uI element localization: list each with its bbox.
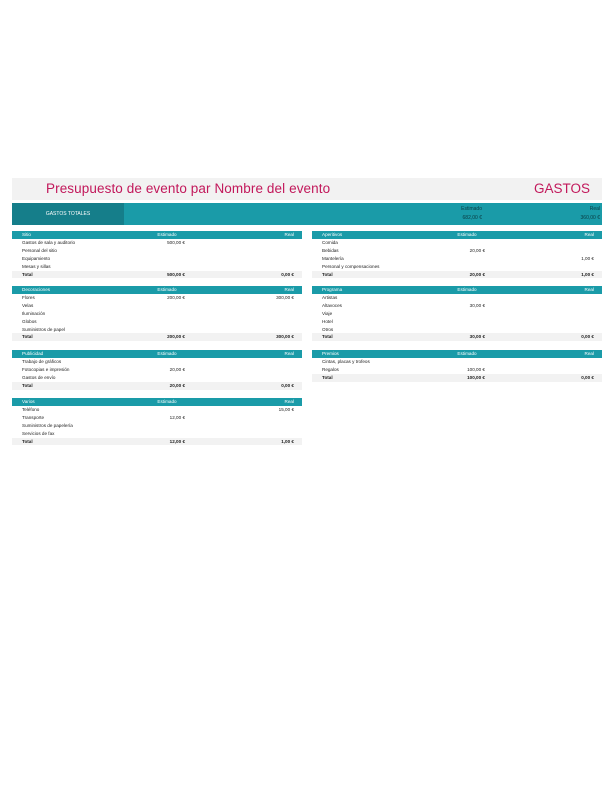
total-actual-value: 1,00 €	[281, 438, 294, 444]
item-estimated[interactable]: 20,00 €	[169, 366, 185, 372]
item-estimated[interactable]: 30,00 €	[469, 302, 485, 308]
table-row[interactable]	[312, 326, 602, 334]
section-header	[12, 286, 302, 294]
item-name: Flores	[22, 295, 35, 300]
section-1	[312, 231, 602, 278]
total-actual-value: 1,00 €	[581, 271, 594, 277]
total-estimated-value: 682,00 €	[462, 215, 482, 221]
total-label: Total	[322, 271, 333, 277]
total-actual-value: 300,00 €	[276, 334, 294, 340]
table-row[interactable]	[312, 247, 602, 255]
table-row[interactable]	[12, 414, 302, 422]
table-row[interactable]	[12, 422, 302, 430]
section-header	[312, 350, 602, 358]
table-row[interactable]	[12, 310, 302, 318]
total-actual-value: 0,00 €	[581, 334, 594, 340]
item-name: Iluminación	[22, 310, 46, 316]
total-row	[12, 271, 302, 279]
total-actual-label: Real	[589, 206, 600, 212]
table-row[interactable]	[12, 294, 302, 302]
table-row[interactable]	[12, 374, 302, 382]
item-name: Viaje	[322, 310, 333, 316]
total-row	[12, 333, 302, 341]
title-bar	[12, 178, 602, 200]
item-name: Globos	[22, 318, 37, 324]
table-row[interactable]	[312, 263, 602, 271]
item-estimated[interactable]: 12,00 €	[169, 414, 185, 420]
section-header	[312, 286, 602, 294]
item-name: Personal del sitio	[22, 247, 57, 253]
table-row[interactable]	[12, 247, 302, 255]
total-estimated-value: 30,00 €	[469, 334, 485, 340]
budget-document	[12, 178, 602, 461]
estimated-header: Estimado	[457, 232, 477, 237]
table-row[interactable]	[12, 406, 302, 414]
total-estimated-value: 12,00 €	[169, 438, 185, 444]
item-name: Fotocopias e impresión	[22, 366, 70, 372]
item-name: Altavoces	[322, 302, 342, 308]
actual-header: Real	[284, 399, 294, 404]
total-row	[312, 374, 602, 382]
section-title: Aperitivos	[322, 232, 343, 237]
item-name: Comida	[322, 240, 338, 245]
item-name: Trabajo de gráficos	[22, 359, 62, 364]
section-2	[12, 286, 302, 341]
total-estimated	[422, 205, 482, 223]
section-title: Premios	[322, 351, 339, 356]
total-estimated-label: Estimado	[461, 206, 482, 212]
item-name: Personal y compensaciones	[322, 263, 380, 269]
total-row	[12, 438, 302, 446]
table-row[interactable]	[12, 318, 302, 326]
actual-header: Real	[584, 287, 594, 292]
estimated-header: Estimado	[157, 351, 177, 356]
item-estimated[interactable]: 200,00 €	[167, 295, 185, 300]
estimated-header: Estimado	[157, 287, 177, 292]
item-name: Suministros de papel	[22, 326, 65, 332]
item-estimated[interactable]: 500,00 €	[167, 240, 185, 245]
table-row[interactable]	[12, 358, 302, 366]
table-row[interactable]	[312, 302, 602, 310]
item-name: Gastos de sala y auditorio	[22, 240, 76, 245]
item-name: Bebidas	[322, 247, 339, 253]
section-0	[12, 231, 302, 278]
actual-header: Real	[584, 351, 594, 356]
total-estimated-value: 20,00 €	[169, 382, 185, 388]
item-name: Cintas, placas y trofeos	[322, 359, 370, 364]
item-name: Transporte	[22, 414, 45, 420]
totals-bar	[12, 203, 602, 225]
actual-header: Real	[284, 287, 294, 292]
table-row[interactable]	[312, 294, 602, 302]
total-actual-value: 0,00 €	[281, 382, 294, 388]
total-estimated-value: 500,00 €	[167, 271, 185, 277]
table-row[interactable]	[12, 430, 302, 438]
total-label: Total	[22, 334, 33, 340]
table-row[interactable]	[12, 302, 302, 310]
actual-header: Real	[584, 232, 594, 237]
table-row[interactable]	[12, 255, 302, 263]
estimated-header: Estimado	[457, 351, 477, 356]
total-label: Total	[22, 382, 33, 388]
item-actual[interactable]: 15,00 €	[278, 407, 294, 412]
section-header	[12, 231, 302, 239]
item-actual[interactable]: 1,00 €	[581, 255, 594, 261]
table-row[interactable]	[312, 310, 602, 318]
total-actual-value: 360,00 €	[580, 215, 600, 221]
item-name: Teléfono	[22, 407, 40, 412]
total-row	[312, 271, 602, 279]
total-label: Total	[322, 374, 333, 380]
total-row	[312, 333, 602, 341]
item-name: Velas	[22, 302, 34, 308]
total-estimated-value: 20,00 €	[469, 271, 485, 277]
table-row[interactable]	[312, 366, 602, 374]
section-title: Publicidad	[22, 351, 44, 356]
total-actual-value: 0,00 €	[281, 271, 294, 277]
item-name: Mesas y sillas	[22, 263, 51, 269]
table-row[interactable]	[312, 358, 602, 366]
item-name: Regalos	[322, 366, 339, 372]
item-name: Suministros de papelería	[22, 422, 73, 428]
table-row[interactable]	[12, 239, 302, 247]
table-row[interactable]	[12, 366, 302, 374]
total-row	[12, 382, 302, 390]
item-name: Servicios de fax	[22, 430, 55, 436]
total-label: Total	[22, 438, 33, 444]
actual-header: Real	[284, 351, 294, 356]
item-estimated[interactable]: 20,00 €	[469, 247, 485, 253]
estimated-header: Estimado	[157, 232, 177, 237]
item-name: Equipamiento	[22, 255, 51, 261]
item-name: Gastos de envío	[22, 374, 56, 380]
section-title: Decoraciones	[22, 287, 51, 292]
section-4	[12, 350, 302, 390]
item-name: Mantelería	[322, 255, 344, 261]
section-title: Sitio	[22, 232, 31, 237]
table-row[interactable]	[312, 239, 602, 247]
total-expenses-label: GASTOS TOTALES	[12, 203, 124, 225]
expenses-heading: GASTOS	[533, 181, 590, 196]
section-header	[12, 398, 302, 406]
section-3	[312, 286, 602, 341]
total-estimated-value: 100,00 €	[467, 374, 485, 380]
total-actual	[540, 205, 600, 223]
section-title: Programa	[322, 287, 343, 292]
estimated-header: Estimado	[457, 287, 477, 292]
section-header	[12, 350, 302, 358]
section-title: Varios	[22, 399, 35, 404]
item-name: Artistas	[322, 295, 338, 300]
section-header	[312, 231, 602, 239]
total-label: Total	[22, 271, 33, 277]
estimated-header: Estimado	[157, 399, 177, 404]
item-name: Hotel	[322, 318, 333, 324]
table-row[interactable]	[12, 326, 302, 334]
item-estimated[interactable]: 100,00 €	[467, 366, 485, 372]
item-name: Otros	[322, 326, 334, 332]
actual-header: Real	[284, 232, 294, 237]
total-actual-value: 0,00 €	[581, 374, 594, 380]
page-title: Presupuesto de evento par Nombre del evento	[46, 181, 331, 196]
item-actual[interactable]: 300,00 €	[276, 295, 294, 300]
sections-grid	[12, 231, 602, 461]
section-6	[12, 398, 302, 445]
table-row[interactable]	[312, 318, 602, 326]
table-row[interactable]	[312, 255, 602, 263]
total-estimated-value: 200,00 €	[167, 334, 185, 340]
section-5	[312, 350, 602, 382]
table-row[interactable]	[12, 263, 302, 271]
total-label: Total	[322, 334, 333, 340]
